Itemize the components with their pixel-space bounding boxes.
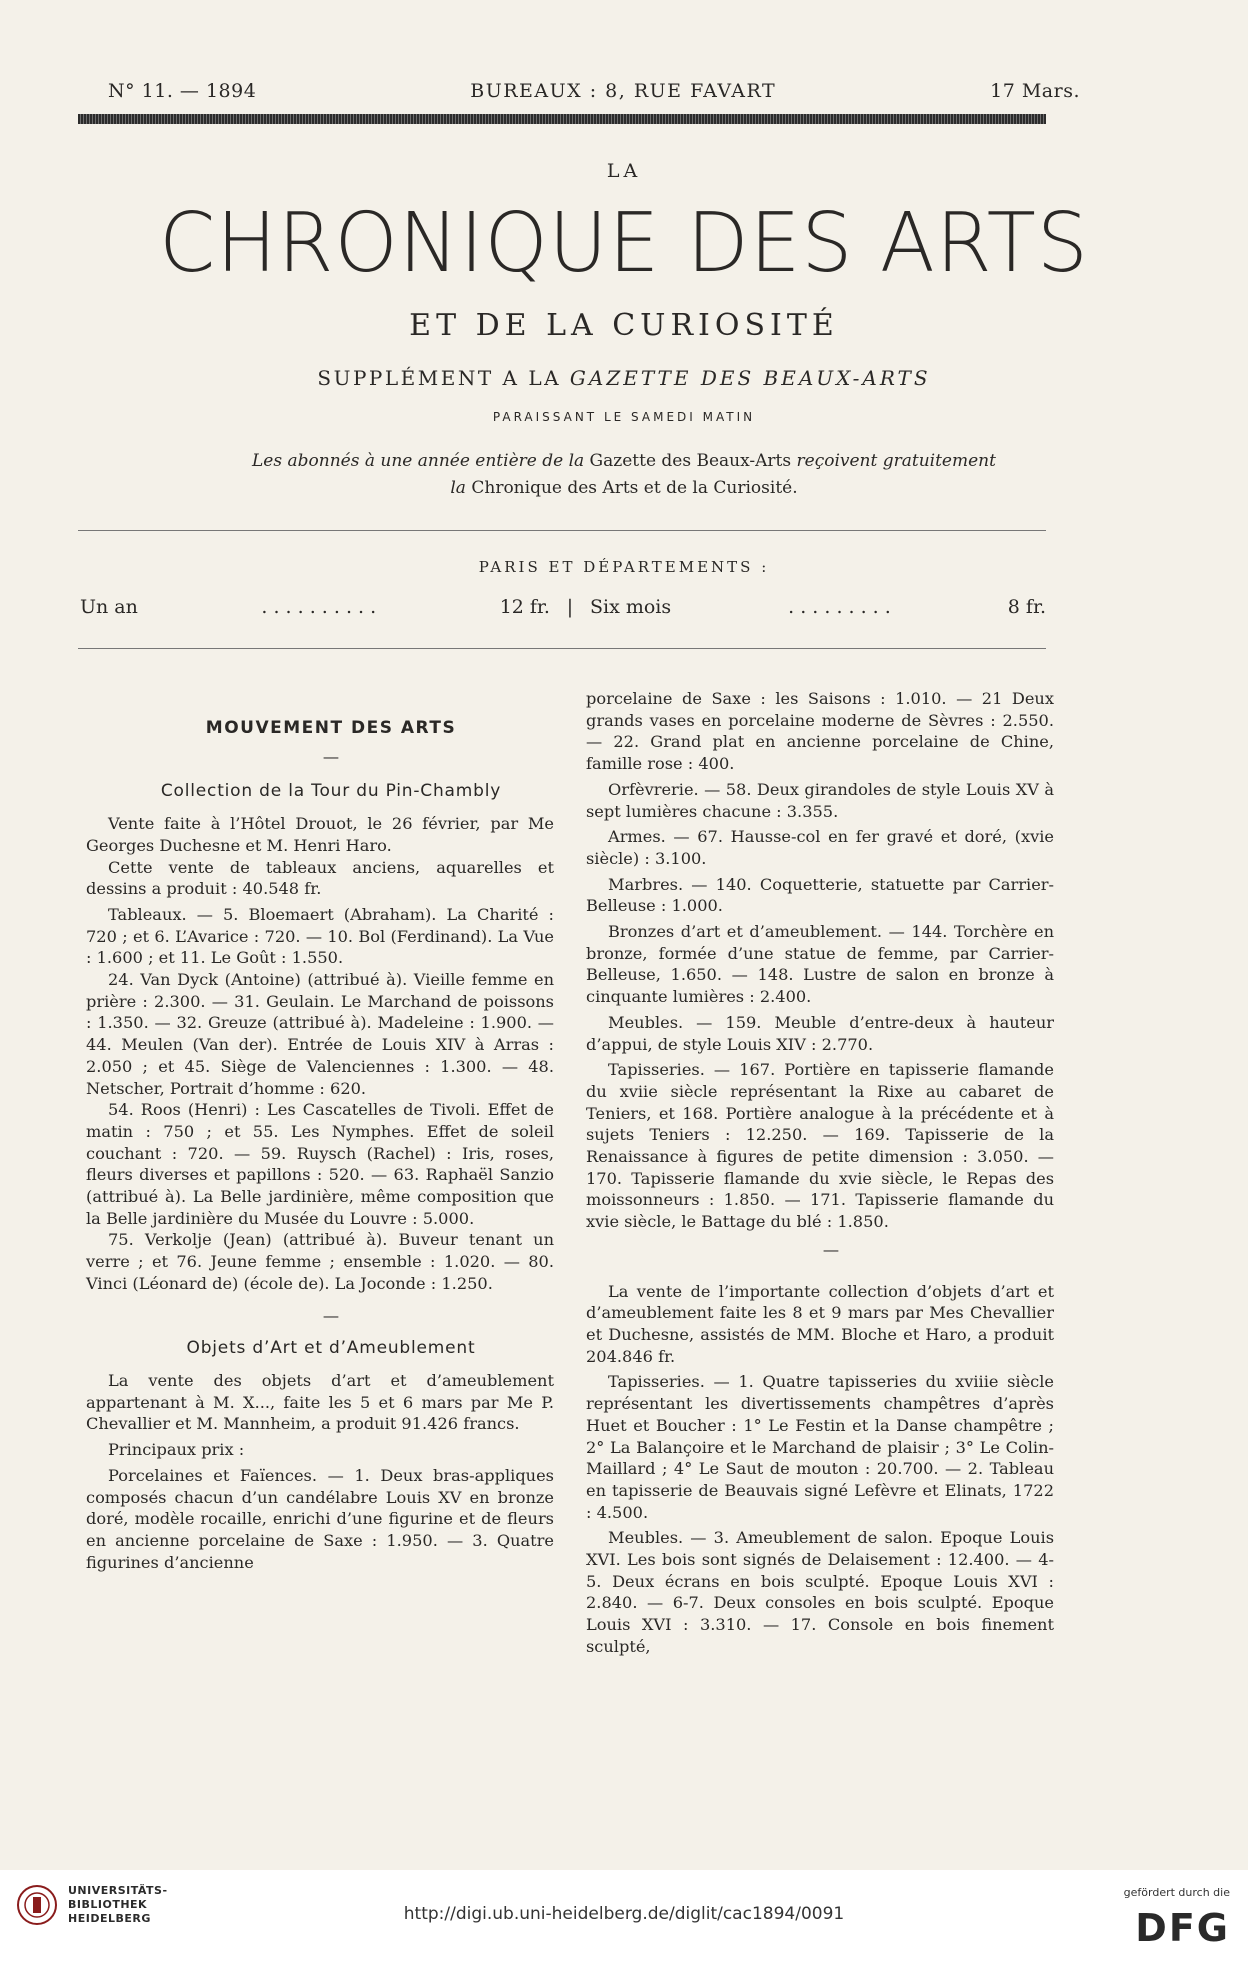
issue-header [108,80,1080,102]
publication-schedule: PARAISSANT LE SAMEDI MATIN [492,410,756,424]
dfg-logo: DFG [1135,1906,1230,1950]
paragraph: Tapisseries. — 167. Portière en tapisserie flamande du xviie siècle représentant la Rixe au cabaret de Teniers, et 168. Portière analogue à la précédente et à sujets Teniers : 12.250. — 169. Tapisserie de la Renaissance à figures de petite dimension : 3.050. — 170. Tapisserie flamande du xvie siècle, le Repas des moissonneurs : 1.850. — 171. Tapisserie flamande du xvie siècle, le Battage du blé : 1.850. [586,1060,1054,1232]
paragraph: Armes. — 67. Hausse-col en fer gravé et doré, (xvie siècle) : 3.100. [586,827,1054,868]
paragraph: La vente de l’importante collection d’objets d’art et d’ameublement faite les 8 et 9 mars par Mes Chevallier et Duchesne, assistés de MM. Bloche et Haro, a produit 204.846 fr. [586,1281,1054,1366]
paragraph: 54. Roos (Henri) : Les Cascatelles de Tivoli. Effet de matin : 750 ; et 55. Les Nymphes. Effet de soleil couchant : 720. — 59. Ruysch (Rachel) : Iris, roses, fleurs diverses et papillons : 520. — 63. Raphaël Sanzio (attribué à). La Belle jardinière, même composition que la Belle jardinière du Musée du Louvre : 5.000. [86,1100,554,1228]
article-heading: Collection de la Tour du Pin-Chambly [160,781,502,802]
issue-date: 17 Mars. [990,80,1080,102]
publication-subtitle: ET DE LA CURIOSITÉ [409,308,839,343]
office-address: BUREAUX : 8, RUE FAVART [470,80,777,102]
article-heading: Objets d’Art et d’Ameublement [186,1338,476,1359]
paragraph: Marbres. — 140. Coquetterie, statuette par Carrier-Belleuse : 1.000. [586,874,1054,916]
separator-dash: — [322,1305,340,1325]
sponsor-note: gefördert durch die [1123,1886,1230,1899]
paragraph: porcelaine de Saxe : les Saisons : 1.010. — 21 Deux grands vases en porcelaine moderne de Sèvres : 2.550. — 22. Grand plat en ancienne porcelaine de Chine, famille rose : 400. [586,689,1054,774]
permalink[interactable]: http://digi.ub.uni-heidelberg.de/diglit/cac1894/0091 [403,1904,845,1924]
separator-dash: — [822,1239,840,1259]
paragraph: Cette vente de tableaux anciens, aquarelles et dessins a produit : 40.548 fr. [86,857,554,899]
paragraph: Bronzes d’art et d’ameublement. — 144. Torchère en bronze, formée d’une statue de femme, par Carrier-Belleuse, 1.650. — 148. Lustre de salon en bronze à cinquante lumières : 2.400. [586,922,1054,1007]
library-name: UNIVERSITÄTS- BIBLIOTHEK HEIDELBERG [68,1884,168,1925]
supplement-line: SUPPLÉMENT A LA GAZETTE DES BEAUX-ARTS [317,366,931,390]
issue-number: N° 11. — 1894 [108,80,257,102]
viewer-footer [0,1870,1248,1966]
divider-top [78,530,1046,531]
left-column [86,712,554,1573]
paragraph: La vente des objets d’art et d’ameublement appartenant à M. X..., faite les 5 et 6 mars par Me P. Chevallier et M. Mannheim, a produit 91.426 francs. [86,1370,554,1434]
divider-bottom [78,648,1046,649]
title-article: LA [606,160,642,182]
paragraph: Meubles. — 159. Meuble d’entre-deux à hauteur d’appui, de style Louis XIV : 2.770. [586,1012,1054,1054]
paragraph: Meubles. — 3. Ameublement de salon. Epoque Louis XVI. Les bois sont signés de Delaisement : 12.400. — 4-5. Deux écrans en bois sculpté. Epoque Louis XVI : 2.840. — 6-7. Deux consoles en bois sculpté. Epoque Louis XVI : 3.310. — 17. Console en bois finement sculpté, [586,1528,1054,1656]
section-title: MOUVEMENT DES ARTS [205,718,457,738]
price-half-year: Six mois . . . . . . . . . 8 fr. [590,596,1046,618]
paragraph: Porcelaines et Faïences. — 1. Deux bras-appliques composés chacun d’un candélabre Louis XV en bronze doré, modèle rocaille, enrichi d’une figurine et de fleurs en ancienne porcelaine de Saxe : 1.950. — 3. Quatre figurines d’ancienne [86,1465,554,1572]
right-column [586,688,1054,1658]
paragraph: 75. Verkolje (Jean) (attribué à). Buveur tenant un verre ; et 76. Jeune femme ; ensemble : 1.020. — 80. Vinci (Léonard de) (école de). La Joconde : 1.250. [86,1230,554,1293]
price-year: Un an . . . . . . . . . . 12 fr. [80,596,550,618]
paragraph: Tapisseries. — 1. Quatre tapisseries du xviiie siècle représentant les divertissements champêtres d’après Huet et Boucher : 1° Le Festin et la Danse champêtre ; 2° La Balançoire et le Marchand de plaisir ; 3° Le Colin-Maillard ; 4° Le Saut de mouton : 20.700. — 2. Tableau en tapisserie de Beauvais signé Lefèvre et Elinats, 1722 : 4.500. [586,1372,1054,1522]
paragraph: 24. Van Dyck (Antoine) (attribué à). Vieille femme en prière : 2.300. — 31. Geulain. Le Marchand de poissons : 1.350. — 32. Greuze (attribué à). Madeleine : 1.900. — 44. Meulen (Van der). Entrée de Louis XIV à Arras : 2.050 ; et 45. Siège de Valenciennes : 1.300. — 48. Netscher, Portrait d’homme : 620. [86,970,554,1098]
subscriber-notice: Les abonnés à une année entière de la Gazette des Beaux-Arts reçoivent gratuitement la Chronique des Arts et de la Curiosité. [252,451,996,498]
paragraph: Principaux prix : [108,1440,245,1460]
publication-title: CHRONIQUE DES ARTS [159,196,1089,291]
paragraph: Tableaux. — 5. Bloemaert (Abraham). La Charité : 720 ; et 6. L’Avarice : 720. — 10. Bol (Ferdinand). La Vue : 1.600 ; et 11. Le Goût : 1.550. [86,904,554,968]
paragraph: Vente faite à l’Hôtel Drouot, le 26 février, par Me Georges Duchesne et M. Henri Haro. [86,814,554,855]
gazette-title: GAZETTE DES BEAUX-ARTS [569,366,931,390]
subscription-prices: Un an . . . . . . . . . . 12 fr. | Six mois . . . . . . . . . 8 fr. [80,596,1046,618]
paragraph: Orfèvrerie. — 58. Deux girandoles de style Louis XV à sept lumières chacune : 3.355. [586,779,1054,821]
separator-dash: — [322,746,340,766]
subscription-heading: PARIS ET DÉPARTEMENTS : [478,558,770,576]
header-rule [78,114,1046,124]
